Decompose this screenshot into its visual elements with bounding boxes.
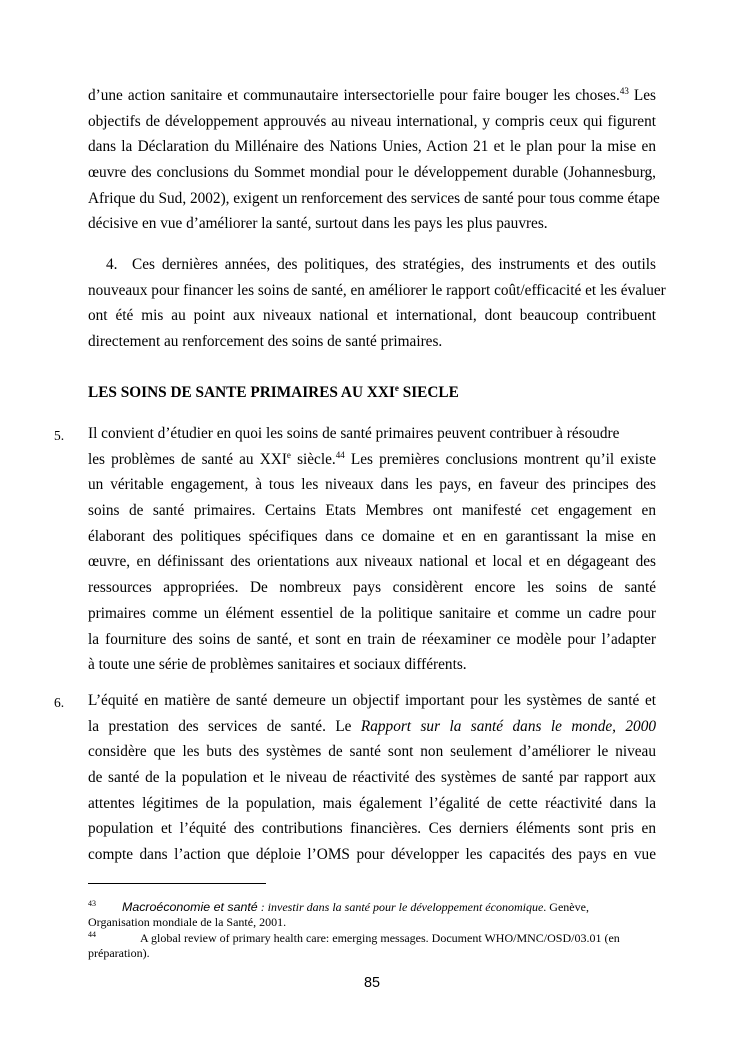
- text-line: Il convient d’étudier en quoi les soins de santé primaires peuvent contribuer à résoudre: [88, 425, 620, 442]
- text-line: L’équité en matière de santé demeure un objectif important pour les systèmes de santé et: [88, 692, 656, 709]
- section-heading: LES SOINS DE SANTE PRIMAIRES AU XXIe SIECLE: [88, 382, 459, 401]
- footnote-44: $^{44}$ A global review of primary health care: emerging messages. Document WHO/MNC/OSD/03.01 (en préparation).: [88, 930, 620, 960]
- text-line: un véritable engagement, à tous les niveaux dans les pays, en faveur des principes des: [88, 476, 656, 494]
- text-line: primaires comme un élément essentiel de la politique sanitaire et comme un cadre pour: [88, 604, 656, 622]
- text-line: ont été mis au point aux niveaux national et international, dont beaucoup contribuent: [88, 307, 656, 325]
- footnote-separator: [88, 883, 266, 884]
- text-line: œuvre des conclusions du Sommet mondial pour le développement durable (Johannesburg,: [88, 164, 656, 182]
- text-line: population et l’équité des contributions financières. Ces derniers éléments sont pris en: [88, 820, 656, 838]
- text-line: la fourniture des soins de santé, et sont en train de réexaminer ce modèle pour l’adapter: [88, 630, 656, 648]
- text-line: œuvre, en définissant des orientations aux niveaux national et local et en dégageant des: [88, 553, 656, 571]
- paragraph-number-6: 6.: [54, 695, 65, 710]
- text-line: considère que les buts des systèmes de santé sont non seulement d’améliorer le niveau: [88, 743, 656, 761]
- footnote-ref-43: 43: [619, 85, 629, 96]
- text-line: nouveaux pour financer les soins de santé, en améliorer le rapport coût/efficacité et les évaluer: [88, 281, 666, 299]
- page-number: 85: [363, 975, 380, 991]
- text-line: à toute une série de problèmes sanitaires et sociaux différents.: [88, 656, 467, 674]
- text-line: 4. Ces dernières années, des politiques, des stratégies, des instruments et des outils: [88, 252, 656, 278]
- paragraph-number: 4.: [106, 256, 118, 273]
- footnote-43: $^{43}$ Macroéconomie et santé : investir dans la santé pour le développement économique. Genève, Organisation mondiale de la Santé, 2001.: [88, 899, 589, 929]
- text-line: Afrique du Sud, 2002), exigent un renforcement des services de santé pour tous comme étape: [88, 189, 660, 207]
- paragraph-continued: [88, 83, 660, 237]
- text-line: de santé de la population et le niveau de réactivité des systèmes de santé par rapport aux: [88, 769, 656, 787]
- text-line: décisive en vue d’améliorer la santé, surtout dans les pays les plus pauvres.: [88, 215, 548, 233]
- text-line: les problèmes de santé au XXIe siècle.$^{44}$ Les premières conclusions montrent qu’il existe: [88, 449, 656, 468]
- text-line: attentes légitimes de la population, mais également l’égalité de cette réactivité dans la: [88, 794, 656, 812]
- text-line: d’une action sanitaire et communautaire intersectorielle pour faire bouger les choses.$^{43}$ Les: [88, 85, 656, 104]
- paragraph-5: [88, 421, 656, 678]
- text-line: élaborant des politiques spécifiques dans ce domaine et en en garantissant la mise en: [88, 527, 656, 545]
- report-title: Rapport sur la santé dans le monde, 2000: [360, 717, 656, 735]
- text-line: objectifs de développement approuvés au niveau international, y compris ceux qui figurent: [88, 112, 656, 130]
- text-line: dans la Déclaration du Millénaire des Nations Unies, Action 21 et le plan pour la mise en: [88, 138, 656, 156]
- text-line: compte dans l’action que déploie l’OMS pour développer les capacités des pays en vue: [88, 846, 656, 864]
- paragraph-6: [88, 688, 656, 868]
- footnote-ref-44: 44: [335, 449, 345, 460]
- paragraph-4: [88, 252, 666, 355]
- text-line: directement au renforcement des soins de santé primaires.: [88, 333, 443, 351]
- text-line: ressources appropriées. De nombreux pays considèrent encore les soins de santé: [88, 579, 656, 597]
- text-line: la prestation des services de santé. Le Rapport sur la santé dans le monde, 2000: [88, 717, 656, 735]
- paragraph-number-5: 5.: [54, 428, 65, 443]
- text-line: soins de santé primaires. Certains Etats Membres ont manifesté cet engagement en: [88, 502, 656, 520]
